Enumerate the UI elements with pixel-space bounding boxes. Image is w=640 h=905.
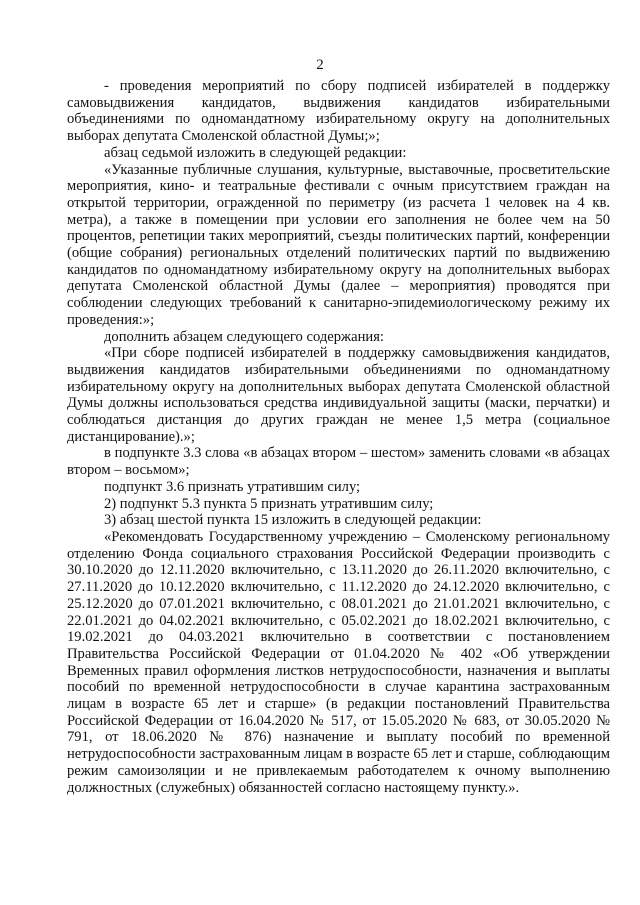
paragraph: дополнить абзацем следующего содержания: [104,328,384,345]
paragraph: абзац седьмой изложить в следующей редакции: [104,144,407,161]
paragraph: «Указанные публичные слушания, культурные, выставочные, просветительские мероприятия, кино- и театральные фестивали с очным присутствием граждан на открытой территории, огражденной по периметру (из расчета 1 человек на 4 кв. метра), а также в помещении при условии его заполнения не более чем на 50 процентов, репетиции таких мероприятий, съезды политических партий, конференции (общие собрания) региональных отделений политических партий по выдвижению кандидатов по одномандатному избирательному округу на дополнительных выборах депутата Смоленской областной Думы (далее – мероприятия) проводятся при соблюдении следующих требований к санитарно-эпидемиологическому режиму их проведения:»; [67,161,610,328]
paragraph: подпункт 3.6 признать утратившим силу; [104,478,361,495]
paragraph: - проведения мероприятий по сбору подписей избирателей в поддержку самовыдвижения кандидатов, выдвижения кандидатов избирательными объединениями по одномандатному избирательному округу на дополнительных выборах депутата Смоленской областной Думы;»; [67,78,610,145]
paragraph: 3) абзац шестой пункта 15 изложить в следующей редакции: [104,512,482,529]
paragraph: в подпункте 3.3 слова «в абзацах втором – шестом» заменить словами «в абзацах втором – восьмом»; [67,445,610,479]
page-number: 2 [316,57,324,73]
paragraph: 2) подпункт 5.3 пункта 5 признать утратившим силу; [104,495,434,512]
paragraph: «При сборе подписей избирателей в поддержку самовыдвижения кандидатов, выдвижения кандидатов избирательными объединениями по одномандатному избирательному округу на дополнительных выборах депутата Смоленской областной Думы должны использоваться средства индивидуальной защиты (маски, перчатки) и соблюдаться дистанция до других граждан не менее 1,5 метра (социальное дистанцирование).»; [67,345,610,445]
document-body [67,78,610,796]
paragraph: «Рекомендовать Государственному учреждению – Смоленскому региональному отделению Фонда социального страхования Российской Федерации производить с 30.10.2020 до 12.11.2020 включительно, с 13.11.2020 до 26.11.2020 включительно, с 27.11.2020 до 10.12.2020 включительно, с 11.12.2020 до 24.12.2020 включительно, с 25.12.2020 до 07.01.2021 включительно, с 08.01.2021 до 21.01.2021 включительно, с 22.01.2021 до 04.02.2021 включительно, с 05.02.2021 до 18.02.2021 включительно, с 19.02.2021 до 04.03.2021 включительно в соответствии с постановлением Правительства Российской Федерации от 01.04.2020 № 402 «Об утверждении Временных правил оформления листков нетрудоспособности, назначения и выплаты пособий по временной нетрудоспособности в случае карантина застрахованным лицам в возрасте 65 лет и старше» (в редакции постановлений Правительства Российской Федерации от 16.04.2020 № 517, от 15.05.2020 № 683, от 30.05.2020 № 791, от 18.06.2020 № 876) назначение и выплату пособий по временной нетрудоспособности застрахованным лицам в возрасте 65 лет и старше, соблюдающим режим самоизоляции и не привлекаемым работодателем к очному выполнению должностных (служебных) обязанностей согласно настоящему пункту.». [67,528,610,796]
